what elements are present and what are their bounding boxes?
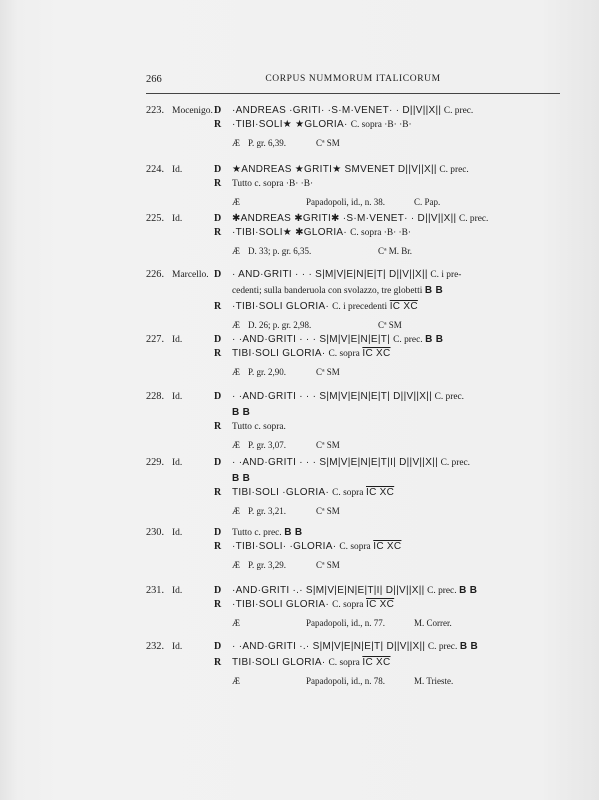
- metal-mark: Æ: [232, 320, 241, 330]
- metal-mark: Æ: [232, 246, 241, 256]
- collection: C. Pap.: [414, 197, 441, 207]
- reverse-line: [232, 177, 313, 191]
- obverse-symbol: D: [214, 391, 222, 402]
- reverse-symbol: R: [214, 348, 222, 359]
- collection: Cª SM: [316, 506, 340, 516]
- entry-number: 228.: [146, 391, 165, 402]
- reverse-symbol: R: [214, 487, 222, 498]
- obverse-continuation: [232, 284, 443, 298]
- reverse-legend: TIBI·SOLI ·GLORIA·: [232, 487, 333, 498]
- obverse-note: C. prec.: [443, 106, 474, 116]
- christogram-mark: IC XC: [389, 301, 418, 312]
- reverse-note: Tutto c. sopra.: [232, 422, 286, 432]
- obverse-legend: ·AND·GRITI ·.· S|M|V|E|N|E|T|I| D||V||X||: [232, 585, 425, 596]
- reverse-note: C. sopra: [328, 349, 360, 359]
- christogram-mark: IC XC: [373, 541, 402, 552]
- obverse-legend: ✱ANDREAS ✱GRITI✱ ·S·M·VENET· · D||V||X||: [232, 213, 457, 224]
- obverse-marks: B B: [459, 585, 478, 596]
- reverse-symbol: R: [214, 119, 222, 130]
- ruler-name: Id.: [172, 392, 183, 402]
- entry-number: 227.: [146, 334, 165, 345]
- obverse-note: Tutto c. prec.: [232, 528, 282, 538]
- obverse-line: [232, 163, 469, 177]
- metal-mark: Æ: [232, 440, 241, 450]
- entry-number: 224.: [146, 164, 165, 175]
- christogram-mark: IC XC: [366, 599, 395, 610]
- obverse-continuation: [232, 406, 250, 420]
- reverse-note: C. sopra: [328, 658, 360, 668]
- collection: M. Trieste.: [414, 676, 454, 686]
- obverse-legend: ·ANDREAS ·GRITI· ·S·M·VENET· · D||V||X||: [232, 105, 442, 116]
- entry-number: 232.: [146, 641, 165, 652]
- ruler-name: Marcello.: [172, 270, 209, 280]
- obverse-note: C. prec.: [427, 586, 457, 596]
- obverse-marks: B B: [459, 641, 478, 652]
- reverse-note: C. sopra: [332, 488, 364, 498]
- reference: P. gr. 2,90.: [248, 367, 287, 377]
- collection: Cª M. Br.: [378, 246, 412, 256]
- ruler-name: Id.: [172, 528, 183, 538]
- obverse-line: [232, 212, 488, 226]
- reverse-line: [232, 226, 411, 240]
- obverse-note: C. prec.: [439, 165, 469, 175]
- obverse-symbol: D: [214, 164, 222, 175]
- entry-number: 225.: [146, 213, 165, 224]
- obverse-line: [232, 333, 443, 347]
- collection: M. Correr.: [414, 618, 452, 628]
- metal-mark: Æ: [232, 560, 241, 570]
- obverse-symbol: D: [214, 527, 222, 538]
- reverse-line: [232, 300, 418, 314]
- metal-mark: Æ: [232, 506, 241, 516]
- reverse-legend: TIBI·SOLI GLORIA·: [232, 348, 329, 359]
- metal-mark: Æ: [232, 138, 241, 148]
- collection: Cª SM: [316, 440, 340, 450]
- reverse-symbol: R: [214, 657, 222, 668]
- obverse-legend: · ·AND·GRITI ·.· S|M|V|E|N|E|T| D||V||X||: [232, 641, 426, 652]
- collection: Cª SM: [316, 367, 340, 377]
- obverse-symbol: D: [214, 457, 222, 468]
- reverse-legend: ·TIBI·SOLI★ ✱GLORIA·: [232, 227, 351, 238]
- obverse-symbol: D: [214, 334, 222, 345]
- reference: D. 33; p. gr. 6,35.: [248, 246, 312, 256]
- obverse-symbol: D: [214, 105, 222, 116]
- entry-number: 231.: [146, 585, 165, 596]
- entry-number: 226.: [146, 269, 165, 280]
- christogram-mark: IC XC: [366, 487, 395, 498]
- obverse-continued-marks: B B: [232, 473, 251, 484]
- christogram-mark: IC XC: [362, 348, 391, 359]
- reverse-legend: ·TIBI·SOLI· ·GLORIA·: [232, 541, 340, 552]
- obverse-continued-text: cedenti; sulla banderuola con svolazzo, tre globetti: [232, 286, 423, 296]
- reverse-line: [232, 540, 401, 554]
- obverse-continued-marks: B B: [232, 407, 251, 418]
- reverse-note: Tutto c. sopra ·B· ·B·: [232, 179, 314, 189]
- obverse-symbol: D: [214, 213, 222, 224]
- reference: P. gr. 3,07.: [248, 440, 287, 450]
- obverse-note: C. prec.: [427, 642, 458, 652]
- header-rule: [146, 93, 560, 94]
- reference: Papadopoli, id., n. 78.: [306, 676, 385, 686]
- obverse-note: C. i pre-: [430, 270, 462, 280]
- reverse-line: [232, 347, 391, 361]
- collection: Cª SM: [316, 138, 340, 148]
- reverse-line: [232, 656, 391, 670]
- ruler-name: Id.: [172, 165, 183, 175]
- reverse-symbol: R: [214, 421, 222, 432]
- christogram-mark: IC XC: [362, 657, 391, 668]
- reverse-symbol: R: [214, 599, 222, 610]
- reverse-legend: ·TIBI·SOLI GLORIA·: [232, 301, 333, 312]
- running-header: [146, 74, 560, 88]
- ruler-name: Mocenigo.: [172, 106, 213, 116]
- obverse-line: [232, 104, 473, 118]
- reverse-legend: TIBI·SOLI GLORIA·: [232, 657, 329, 668]
- ruler-name: Id.: [172, 458, 183, 468]
- obverse-symbol: D: [214, 269, 222, 280]
- collection: Cª SM: [316, 560, 340, 570]
- reverse-line: [232, 486, 394, 500]
- entry-number: 223.: [146, 105, 165, 116]
- obverse-line: [232, 456, 470, 470]
- reverse-note: C. sopra ·B· ·B·: [350, 228, 412, 238]
- reference: P. gr. 3,29.: [248, 560, 287, 570]
- entry-number: 230.: [146, 527, 165, 538]
- reference: D. 26; p. gr. 2,98.: [248, 320, 312, 330]
- reverse-note: C. sopra ·B· ·B·: [350, 120, 412, 130]
- collection: Cª SM: [378, 320, 402, 330]
- obverse-continuation: [232, 472, 250, 486]
- ruler-name: Id.: [172, 642, 183, 652]
- metal-mark: Æ: [232, 676, 241, 686]
- obverse-line: [232, 526, 302, 540]
- reverse-line: [232, 420, 286, 434]
- reverse-note: C. sopra: [339, 542, 371, 552]
- obverse-legend: · ·AND·GRITI · · · S|M|V|E|N|E|T| D||V||X||: [232, 391, 432, 402]
- obverse-symbol: D: [214, 585, 222, 596]
- reverse-symbol: R: [214, 301, 222, 312]
- obverse-legend: ★ANDREAS ★GRITI★ SMVENET D||V||X||: [232, 164, 437, 175]
- obverse-line: [232, 268, 461, 282]
- reference: Papadopoli, id., n. 38.: [306, 197, 385, 207]
- reverse-symbol: R: [214, 541, 222, 552]
- obverse-legend: · ·AND·GRITI · · · S|M|V|E|N|E|T|: [232, 334, 394, 345]
- obverse-note: C. prec.: [434, 392, 464, 402]
- reverse-symbol: R: [214, 227, 222, 238]
- obverse-legend: · AND·GRITI · · · S|M|V|E|N|E|T| D||V||X||: [232, 269, 428, 280]
- reference: P. gr. 3,21.: [248, 506, 287, 516]
- obverse-marks: B B: [425, 334, 444, 345]
- reference: P. gr. 6,39.: [248, 138, 287, 148]
- page-title: CORPUS NUMMORUM ITALICORUM: [265, 74, 441, 84]
- reverse-line: [232, 118, 412, 132]
- metal-mark: Æ: [232, 618, 241, 628]
- obverse-note: C. prec.: [458, 214, 489, 224]
- ruler-name: Id.: [172, 335, 183, 345]
- obverse-note: C. prec.: [440, 458, 470, 468]
- metal-mark: Æ: [232, 367, 241, 377]
- reverse-note: C. sopra: [332, 600, 364, 610]
- reverse-note: C. i precedenti: [332, 302, 388, 312]
- obverse-note: C. prec.: [393, 335, 423, 345]
- reverse-legend: ·TIBI·SOLI GLORIA·: [232, 599, 333, 610]
- reverse-legend: ·TIBI·SOLI★ ★GLORIA·: [232, 119, 351, 130]
- obverse-legend: · ·AND·GRITI · · · S|M|V|E|N|E|T|I| D||V||X||: [232, 457, 438, 468]
- obverse-marks: B B: [284, 527, 303, 538]
- page-number: 266: [146, 74, 162, 85]
- obverse-line: [232, 640, 478, 654]
- metal-mark: Æ: [232, 197, 241, 207]
- obverse-continued-marks: B B: [424, 285, 444, 296]
- obverse-symbol: D: [214, 641, 222, 652]
- entry-number: 229.: [146, 457, 165, 468]
- obverse-line: [232, 584, 477, 598]
- reverse-line: [232, 598, 394, 612]
- reverse-symbol: R: [214, 178, 222, 189]
- ruler-name: Id.: [172, 214, 183, 224]
- ruler-name: Id.: [172, 586, 183, 596]
- obverse-line: [232, 390, 464, 404]
- reference: Papadopoli, id., n. 77.: [306, 618, 385, 628]
